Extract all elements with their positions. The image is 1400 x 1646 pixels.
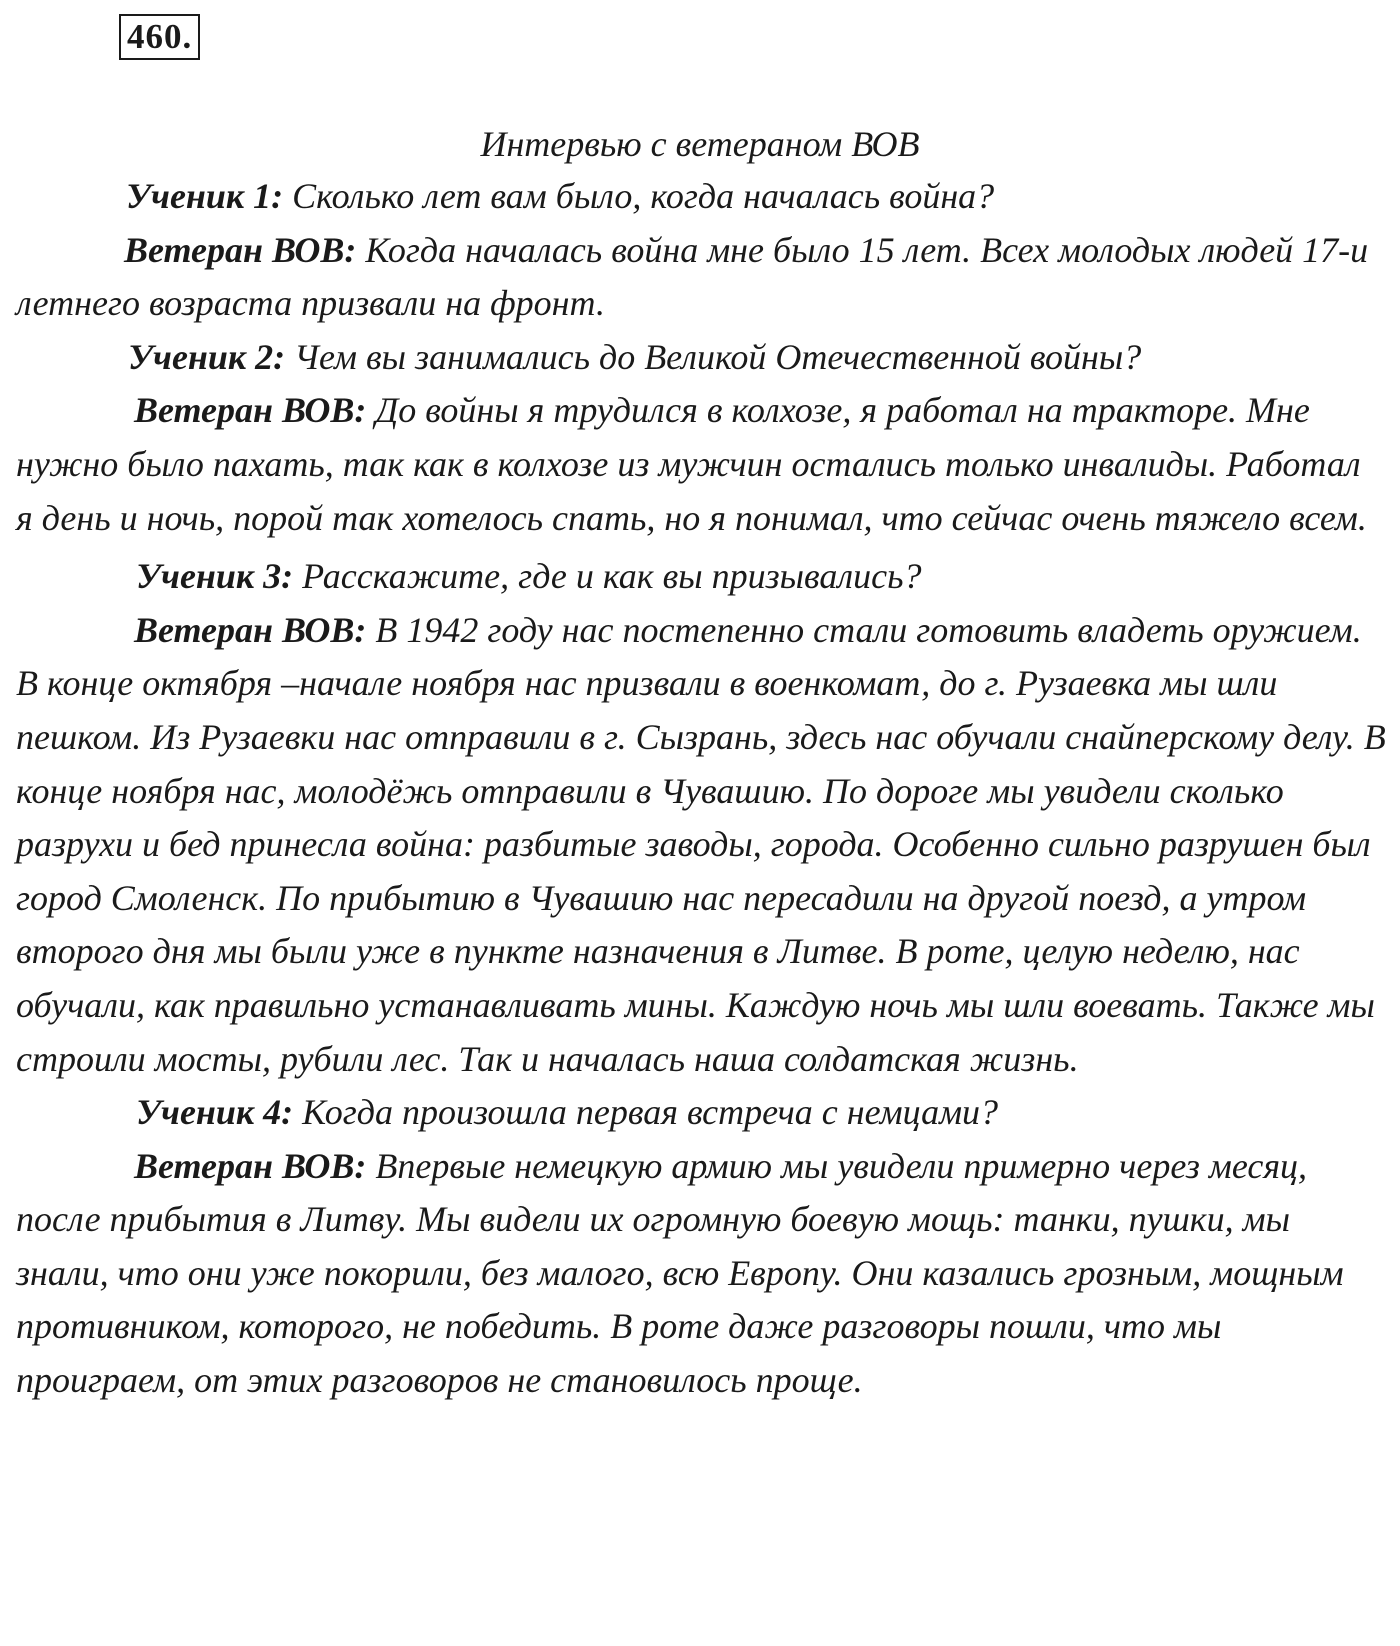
dialogue-line <box>16 550 1386 604</box>
dialogue-line <box>16 224 1386 331</box>
page-title: Интервью с ветераном ВОВ <box>480 124 920 164</box>
task-number: 460. <box>119 14 200 60</box>
dialogue-line <box>16 384 1386 545</box>
dialogue-text: Расскажите, где и как вы призывались? <box>302 556 922 597</box>
speaker-label: Ученик 3: <box>136 556 294 597</box>
speaker-label: Ученик 1: <box>126 176 284 216</box>
speaker-label: Ветеран ВОВ: <box>134 609 367 650</box>
dialogue-line <box>16 1140 1386 1408</box>
dialogue-text: В 1942 году нас постепенно стали готовить владеть оружием. В конце октября –начале ноября нас призвали в военкомат, до г. Рузаевка мы шли пешком. Из Рузаевки нас отправили в г. Сызрань, здесь нас обучали снайперскому делу. В конце ноября нас, молодёжь отправили в Чувашию. По дороге мы увидели сколько разрухи и бед принесла война: разбитые заводы, города. Особенно сильно разрушен был город Смоленск. По прибытию в Чувашию нас пересадили на другой поезд, а утром второго дня мы были уже в пункте назначения в Литве. В роте, целую неделю, нас обучали, как правильно устанавливать мины. Каждую ночь мы шли воевать. Также мы строили мосты, рубили лес. Так и началась наша солдатская жизнь. <box>16 609 1386 1079</box>
dialogue-text: Сколько лет вам было, когда началась война? <box>292 176 995 216</box>
interview-text <box>16 170 1386 1408</box>
speaker-label: Ученик 2: <box>128 336 286 377</box>
speaker-label: Ветеран ВОВ: <box>134 1145 367 1186</box>
dialogue-text: До войны я трудился в колхозе, я работал на тракторе. Мне нужно было пахать, так как в колхозе из мужчин остались только инвалиды. Работал я день и ночь, порой так хотелось спать, но я понимал, что сейчас очень тяжело всем. <box>16 390 1367 538</box>
dialogue-line <box>16 170 1386 224</box>
dialogue-text: Впервые немецкую армию мы увидели примерно через месяц, после прибытия в Литву. Мы видели их огромную боевую мощь: танки, пушки, мы знали, что они уже покорили, без малого, всю Европу. Они казались грозным, мощным противником, которого, не победить. В роте даже разговоры пошли, что мы проиграем, от этих разговоров не становилось проще. <box>16 1145 1344 1401</box>
dialogue-text: Когда началась война мне было 15 лет. Всех молодых людей 17-и летнего возраста призвали на фронт. <box>16 229 1369 324</box>
dialogue-line <box>16 1086 1386 1140</box>
dialogue-line <box>16 331 1386 385</box>
dialogue-text: Чем вы занимались до Великой Отечественной войны? <box>294 336 1142 377</box>
speaker-label: Ветеран ВОВ: <box>124 229 357 270</box>
dialogue-line <box>16 604 1386 1086</box>
dialogue-text: Когда произошла первая встреча с немцами? <box>302 1092 999 1133</box>
speaker-label: Ветеран ВОВ: <box>134 390 367 431</box>
speaker-label: Ученик 4: <box>136 1092 294 1133</box>
